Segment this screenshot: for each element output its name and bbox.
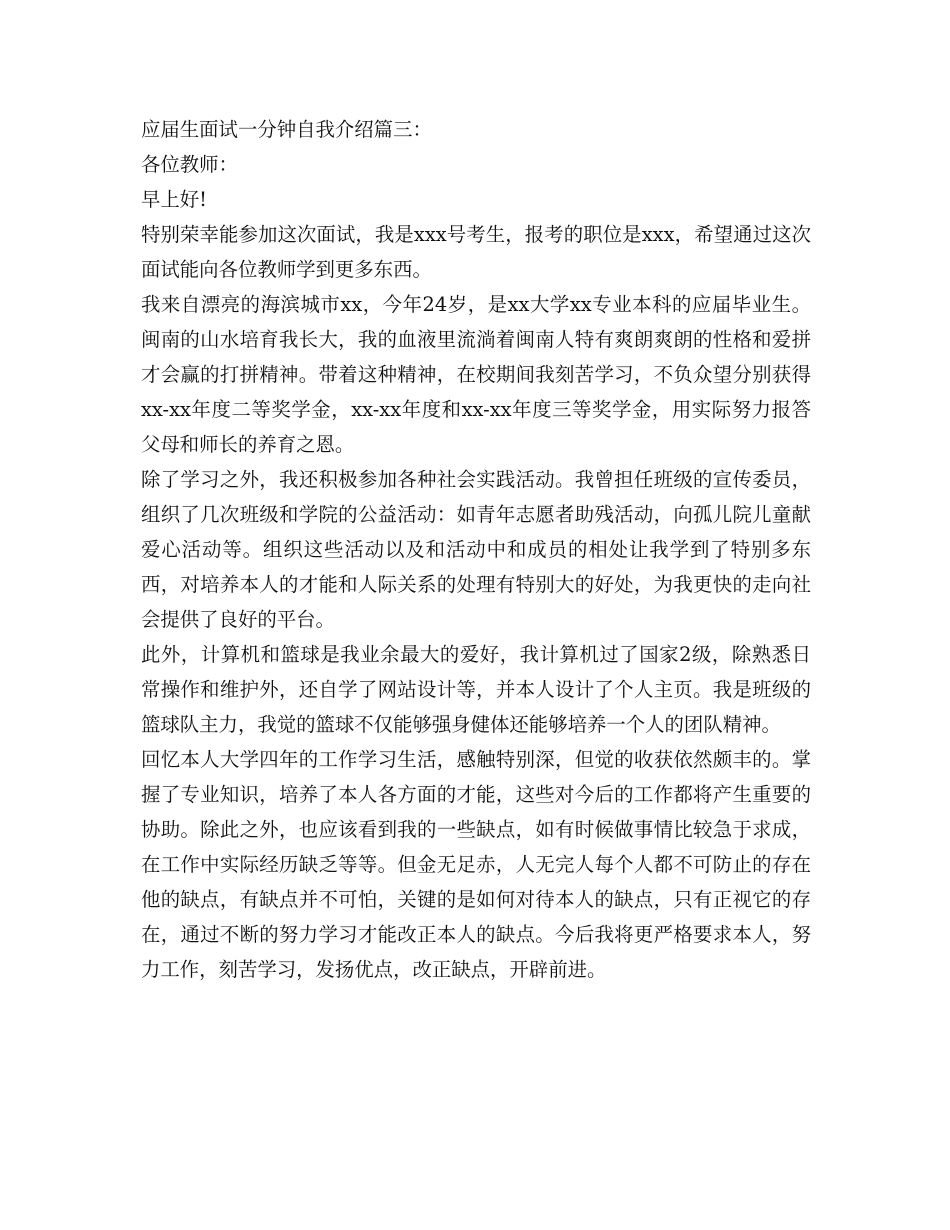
greeting-line: 各位教师： — [141, 153, 238, 176]
document-title: 应届生面试一分钟自我介绍篇三： — [141, 118, 432, 141]
document-body — [141, 112, 811, 987]
paragraph-reflection: 回忆本人大学四年的工作学习生活，感触特别深，但觉的收获依然颇丰的。掌握了专业知识，培养了本人各方面的才能，这些对今后的工作都将产生重要的协助。除此之外，也应该看到我的一些缺点，如有时候做事情比较急于求成，在工作中实际经历缺乏等等。但金无足赤，人无完人每个人都不可防止的存在他的缺点，有缺点并不可怕，关键的是如何对待本人的缺点，只有正视它的存在，通过不断的努力学习才能改正本人的缺点。今后我将更严格要求本人，努力工作，刻苦学习，发扬优点，改正缺点，开辟前进。 — [141, 748, 811, 981]
paragraph-background: 我来自漂亮的海滨城市xx，今年24岁，是xx大学xx专业本科的应届毕业生。闽南的山水培育我长大，我的血液里流淌着闽南人特有爽朗爽朗的性格和爱拼才会赢的打拼精神。带着这种精神，在校期间我刻苦学习，不负众望分别获得xx-xx年度二等奖学金，xx-xx年度和xx-xx年度三等奖学金，用实际努力报答父母和师长的养育之恩。 — [141, 293, 811, 456]
paragraph-activities: 除了学习之外，我还积极参加各种社会实践活动。我曾担任班级的宣传委员，组织了几次班级和学院的公益活动：如青年志愿者助残活动，向孤儿院儿童献爱心活动等。组织这些活动以及和活动中和成员的相处让我学到了特别多东西，对培养本人的才能和人际关系的处理有特别大的好处，为我更快的走向社会提供了良好的平台。 — [141, 468, 811, 631]
paragraph-hobbies: 此外，计算机和篮球是我业余最大的爱好，我计算机过了国家2级，除熟悉日常操作和维护外，还自学了网站设计等，并本人设计了个人主页。我是班级的篮球队主力，我觉的篮球不仅能够强身健体还能够培养一个人的团队精神。 — [141, 643, 811, 736]
good-morning-line: 早上好! — [141, 188, 207, 211]
paragraph-intro: 特别荣幸能参加这次面试，我是xxx号考生，报考的职位是xxx，希望通过这次面试能向各位教师学到更多东西。 — [141, 223, 811, 281]
